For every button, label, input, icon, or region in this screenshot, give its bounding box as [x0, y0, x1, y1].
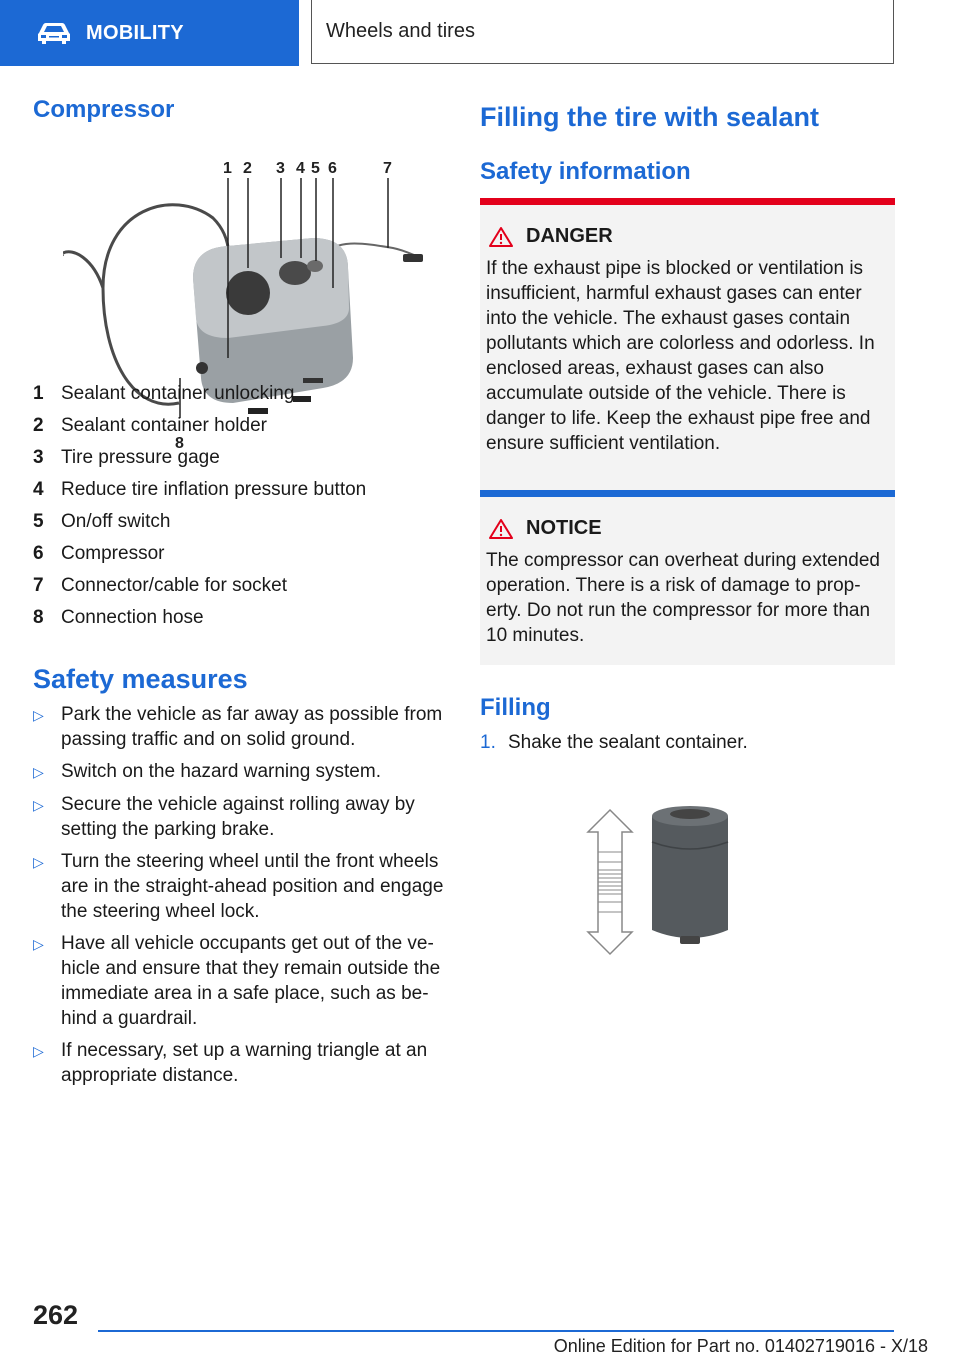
legend-text: On/off switch	[61, 511, 171, 532]
step-text: Shake the sealant container.	[508, 732, 748, 753]
figure-legend	[33, 378, 448, 634]
step-number: 1.	[480, 732, 496, 753]
list-item-text: Park the vehicle as far away as possible from passing traffic and on solid ground.	[61, 704, 443, 750]
legend-number: 6	[33, 543, 44, 564]
legend-number: 8	[33, 607, 44, 628]
danger-header	[488, 225, 895, 248]
footer-edition: Online Edition for Part no. 01402719016 - X/18	[553, 1336, 928, 1356]
triangle-bullet-icon: ▷	[33, 797, 44, 813]
callout-1: 1	[223, 160, 232, 177]
triangle-bullet-icon: ▷	[33, 1043, 44, 1059]
compressor-heading: Compressor	[33, 96, 175, 123]
legend-item	[33, 410, 448, 442]
callout-4: 4	[296, 160, 305, 177]
notice-label: NOTICE	[526, 517, 602, 539]
list-item	[33, 702, 448, 752]
filling-tire-heading: Filling the tire with sealant	[480, 102, 820, 132]
list-item	[480, 730, 895, 755]
legend-item	[33, 442, 448, 474]
list-item-text: Switch on the hazard warning system.	[61, 761, 381, 782]
legend-text: Tire pressure gage	[61, 447, 220, 468]
chapter-tab[interactable]	[0, 0, 299, 66]
triangle-bullet-icon: ▷	[33, 707, 44, 723]
list-item	[33, 849, 448, 924]
list-item	[33, 792, 448, 842]
legend-number: 3	[33, 447, 44, 468]
list-item-text: Secure the vehicle against rolling away by setting the parking brake.	[61, 794, 415, 840]
callout-5: 5	[311, 160, 320, 177]
section-label: Wheels and tires	[326, 20, 475, 42]
list-item	[33, 931, 448, 1031]
danger-bar	[480, 198, 895, 205]
filling-heading: Filling	[480, 694, 551, 721]
list-item-text: If necessary, set up a warning triangle at an appropriate distance.	[61, 1040, 428, 1086]
legend-item	[33, 474, 448, 506]
filling-steps	[480, 730, 895, 755]
legend-text: Connection hose	[61, 607, 204, 628]
page-header	[0, 0, 960, 66]
legend-text: Sealant container unlocking	[61, 383, 295, 404]
legend-text: Compressor	[61, 543, 165, 564]
list-item	[33, 1038, 448, 1088]
legend-text: Connector/cable for socket	[61, 575, 288, 596]
list-item-text: Have all vehicle occupants get out of the vehicle and ensure that they remain outside the immediate area in a safe place, such as behind a guardrail.	[61, 933, 441, 1029]
left-column	[33, 96, 448, 1086]
callout-2: 2	[243, 160, 252, 177]
triangle-bullet-icon: ▷	[33, 764, 44, 780]
legend-item	[33, 378, 448, 410]
warning-triangle-icon	[488, 518, 514, 540]
shake-container-illustration	[580, 802, 750, 962]
danger-text: If the exhaust pipe is blocked or ventilation is insufficient, harmful exhaust gases can enter into the vehicle. The exhaust gases contain pollutants which are colorless and odorless. In enclosed areas, exhaust gases can also accumulate outside of the vehicle. There is danger to life. Keep the exhaust pipe free and ensure sufficient ventilation.	[486, 258, 875, 454]
chapter-label: MOBILITY	[86, 21, 184, 44]
list-item	[33, 759, 448, 785]
callout-7: 7	[383, 160, 392, 177]
notice-box	[480, 490, 895, 665]
legend-number: 7	[33, 575, 44, 596]
safety-measures-heading: Safety measures	[33, 664, 248, 694]
list-item-text: Turn the steering wheel until the front wheels are in the straight-ahead position and engage the steering wheel lock.	[61, 851, 444, 922]
notice-bar	[480, 490, 895, 497]
triangle-bullet-icon: ▷	[33, 936, 44, 952]
car-icon	[36, 21, 72, 45]
notice-text: The compressor can overheat during extended operation. There is a risk of damage to property. Do not run the compressor for more than 10 minutes.	[486, 550, 880, 646]
page-number: 262	[33, 1300, 79, 1330]
legend-number: 5	[33, 511, 44, 532]
section-tab[interactable]	[311, 0, 894, 64]
legend-item	[33, 602, 448, 634]
safety-measures-list	[33, 702, 448, 1095]
legend-item	[33, 538, 448, 570]
warning-triangle-icon	[488, 226, 514, 248]
legend-item	[33, 570, 448, 602]
notice-header	[488, 517, 895, 540]
callout-3: 3	[276, 160, 285, 177]
legend-item	[33, 506, 448, 538]
legend-number: 2	[33, 415, 44, 436]
legend-number: 4	[33, 479, 44, 500]
callout-6: 6	[328, 160, 337, 177]
triangle-bullet-icon: ▷	[33, 854, 44, 870]
danger-label: DANGER	[526, 225, 613, 247]
safety-information-heading: Safety information	[480, 158, 691, 185]
footer-divider	[98, 1330, 894, 1332]
legend-text: Sealant container holder	[61, 415, 267, 436]
legend-number: 1	[33, 383, 44, 404]
legend-text: Reduce tire inflation pressure button	[61, 479, 367, 500]
callout-8: 8	[175, 435, 184, 452]
